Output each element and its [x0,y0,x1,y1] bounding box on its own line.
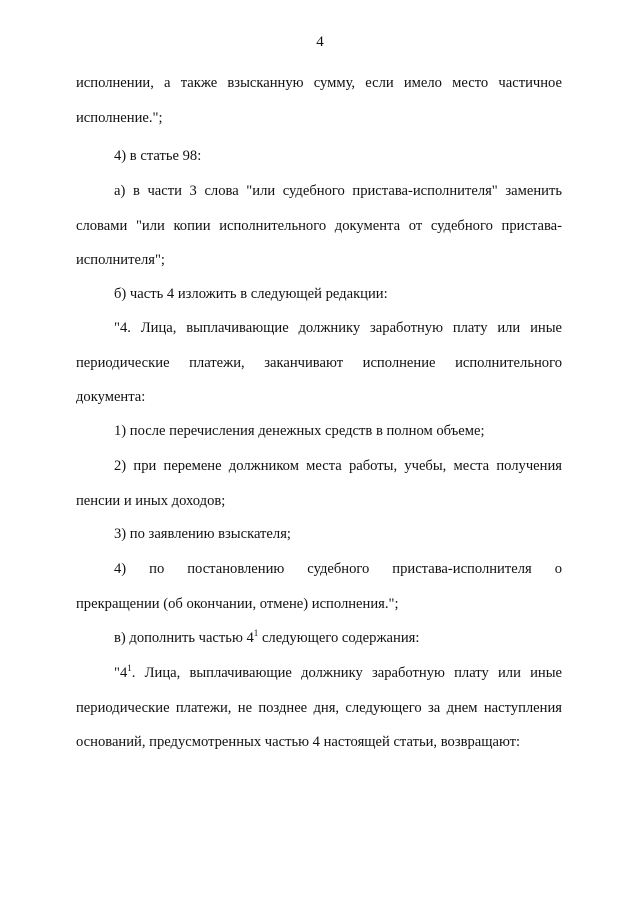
text-line: б) часть 4 изложить в следующей редакции: [114,286,388,302]
text-line: 4) по постановлению судебного пристава-исполнителя о [114,561,562,577]
paragraph [76,174,562,278]
text-line: периодические платежи, заканчивают исполнение исполнительного [76,354,562,371]
paragraph [76,139,562,174]
paragraph [76,517,562,552]
text-line: исполнении, а также взысканную сумму, если имело место частичное [76,75,562,91]
text-line: периодические платежи, не позднее дня, следующего за днем наступления [76,699,562,716]
text-line: документа: [76,389,146,405]
text-segment: в) дополнить частью 4 [114,630,254,646]
text-line: 2) при перемене должником места работы, учебы, места получения [114,458,562,474]
text-line [76,621,562,656]
text-line: оснований, предусмотренных частью 4 настоящей статьи, возвращают: [76,734,521,750]
paragraph [76,656,562,760]
paragraph [76,621,562,656]
paragraph [76,449,562,518]
paragraph [76,311,562,415]
text-segment: "4 [114,665,128,681]
text-line: исполнение."; [76,109,163,126]
text-line [76,656,562,691]
text-line: 1) после перечисления денежных средств в полном объеме; [114,423,485,439]
paragraph [76,552,562,621]
superscript: 1 [127,663,132,674]
paragraph [76,66,562,135]
text-line: прекращении (об окончании, отмене) исполнения."; [76,595,399,612]
text-segment: следующего содержания: [258,630,420,646]
superscript: 1 [253,628,259,639]
page-number: 4 [316,34,324,50]
paragraph [76,277,562,312]
text-line: а) в части 3 слова "или судебного пристава-исполнителя" заменить [114,183,562,199]
text-line: исполнителя"; [76,252,165,268]
text-line: 4) в статье 98: [114,148,202,164]
text-line: 3) по заявлению взыскателя; [114,526,291,542]
paragraph [76,414,562,449]
text-line: "4. Лица, выплачивающие должнику заработную плату или иные [114,320,562,336]
text-line: пенсии и иных доходов; [76,492,226,509]
text-segment: . Лица, выплачивающие должнику заработную плату или иные [131,665,562,681]
text-line: словами "или копии исполнительного документа от судебного пристава- [76,217,562,234]
